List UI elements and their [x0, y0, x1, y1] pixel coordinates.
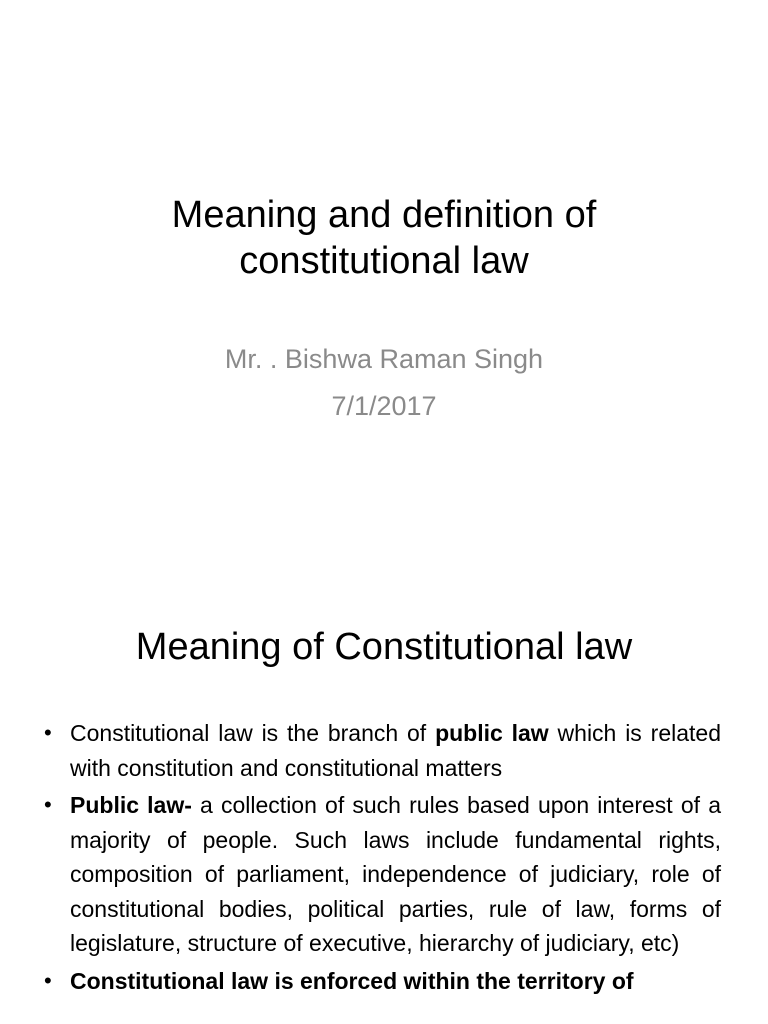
bullet-1-rest: which is related with constitution and constitutional matters	[70, 720, 721, 781]
bullet-1-bold: public law	[435, 720, 549, 746]
bullet-icon: •	[44, 792, 52, 817]
title-line-2: constitutional law	[239, 240, 529, 282]
slide-heading: Meaning of Constitutional law	[135, 626, 633, 668]
presentation-subtitle	[0, 336, 768, 430]
bullet-list	[44, 716, 721, 1001]
bullet-2-text: a collection of such rules based upon interest of a majority of people. Such laws include fundamental rights, composition of parliament, independence of judiciary, role of constitutional bodies, political parties, rule of law, forms of legislature, structure of executive, hierarchy of judiciary, etc)	[70, 792, 721, 956]
bullet-item-3	[44, 964, 721, 999]
bullet-1-text: Constitutional law is the branch of	[70, 720, 436, 746]
author-name: Mr. . Bishwa Raman Singh	[224, 344, 544, 374]
presentation-date: 7/1/2017	[331, 391, 437, 421]
bullet-3-bold: Constitutional law is enforced within the territory of	[70, 967, 634, 994]
bullet-item-1	[44, 716, 721, 785]
title-line-1: Meaning and definition of	[171, 194, 597, 236]
bullet-2-bold: Public law-	[70, 792, 192, 818]
bullet-icon: •	[44, 967, 52, 993]
presentation-title	[0, 192, 768, 284]
content-slide	[0, 576, 768, 1024]
bullet-icon: •	[44, 720, 52, 745]
bullet-item-2	[44, 788, 721, 961]
